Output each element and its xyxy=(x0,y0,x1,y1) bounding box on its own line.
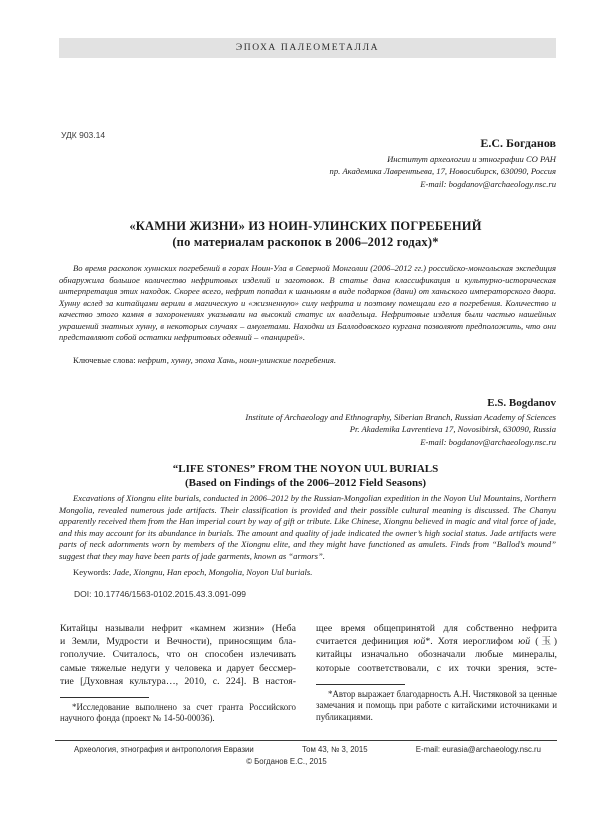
author-email-en: E-mail: bogdanov@archaeology.nsc.ru xyxy=(420,436,556,447)
body-line: которые соответствовали, с их точки зрения, эсте- xyxy=(316,662,557,674)
body-column-right xyxy=(316,622,557,675)
abstract-en: Excavations of Xiongnu elite burials, conducted in 2006–2012 by the Russian-Mongolian expedition in the Noyon Uul Mountains, Northern Mongolia, revealed numerous jade artifacts. Their classification is provided and their possible cultural meaning is discussed. The Chanyu apparently received them from the Han imperial court by way of gift or tribute. Like Chinese, Xiongnu believed in magic and vital force of jade, and this may account for its abundance in burials. The amount and quality of jade indicated the owner’s high social status. Jade artifacts were parts of neck adornments worn by members of the Xiongnu elite, and they might have functioned as amulets. Finds from “Ballod’s mound” suggest that they may have been parts of jade garments, known as “armors”. xyxy=(59,493,556,561)
footer-journal-title: Археология, этнография и антропология Евразии xyxy=(74,745,254,754)
footer xyxy=(74,745,541,754)
body-text: считается дефиниция xyxy=(316,636,414,648)
body-line: тие [Духовная культура…, 2010, с. 224]. В настоя- xyxy=(60,675,296,687)
body-line: Китайцы называли нефрит «камнем жизни» (Неба xyxy=(60,623,296,634)
footnote-left: *Исследование выполнено за счет гранта Российского научного фонда (проект № 14-50-00036). xyxy=(60,702,296,724)
article-title-en-line2: (Based on Findings of the 2006–2012 Field Seasons) xyxy=(184,477,427,489)
keywords-ru-label: Ключевые слова: xyxy=(73,355,136,365)
footer-rule xyxy=(55,740,557,741)
doi: DOI: 10.17746/1563-0102.2015.43.3.091-099 xyxy=(74,589,247,599)
body-line: и Земли, Мудрости и Вечности), приносящим бла- xyxy=(60,636,296,648)
article-title-en xyxy=(0,462,611,490)
body-text-jade-glyph: (玉) xyxy=(530,636,557,648)
author-address-en: Pr. Akademika Lavrentieva 17, Novosibirsk, 630090, Russia xyxy=(349,424,556,435)
author-address-ru: пр. Академика Лаврентьева, 17, Новосибирск, 630090, Россия xyxy=(329,166,556,177)
footer-copyright: © Богданов Е.С., 2015 xyxy=(246,757,327,766)
body-line: самые тяжелые недуги у человека и дарует бессмер- xyxy=(60,662,296,674)
keywords-en xyxy=(59,567,556,577)
keywords-en-text: Jade, Xiongnu, Han epoch, Mongolia, Noyon Uul burials. xyxy=(112,567,313,577)
body-line: китайцы изначально обозначали любые минералы, xyxy=(316,649,557,661)
author-affiliation-en: Institute of Archaeology and Ethnography, Siberian Branch, Russian Academy of Sciences xyxy=(245,412,556,422)
term-yui-italic: юй xyxy=(413,636,426,648)
keywords-en-label: Keywords: xyxy=(73,567,111,577)
author-block-en xyxy=(245,397,556,448)
author-email-ru: E-mail: bogdanov@archaeology.nsc.ru xyxy=(420,178,556,189)
udc-number: УДК 903.14 xyxy=(61,130,106,140)
section-banner xyxy=(59,38,556,58)
footer-issue: Том 43, № 3, 2015 xyxy=(301,745,368,754)
author-block-ru xyxy=(330,136,556,190)
article-title-ru-line1: «КАМНИ ЖИЗНИ» ИЗ НОИН-УЛИНСКИХ ПОГРЕБЕНИЙ xyxy=(129,219,482,233)
body-column-left xyxy=(60,622,296,688)
keywords-ru-text: нефрит, хунну, эпоха Хань, ноин-улинские погребения. xyxy=(137,355,336,365)
body-line: щее время общепринятой для собственно нефрита xyxy=(316,623,557,634)
body-line: гополучие. Считалось, что он способен излечивать xyxy=(60,649,296,661)
footnote-rule-right xyxy=(316,684,405,685)
author-name-en: E.S. Bogdanov xyxy=(487,397,556,409)
article-title-en-line1: “LIFE STONES” FROM THE NOYON UUL BURIALS xyxy=(172,463,439,475)
body-line xyxy=(316,635,557,648)
author-name-ru: Е.С. Богданов xyxy=(480,136,556,150)
keywords-ru xyxy=(59,355,556,365)
section-banner-text: ЭПОХА ПАЛЕОМЕТАЛЛА xyxy=(235,43,380,53)
body-text: *. Хотя иероглифом xyxy=(425,636,519,648)
term-yui-italic: юй xyxy=(518,636,531,648)
article-title-ru xyxy=(0,219,611,250)
author-affiliation-ru: Институт археологии и этнографии СО РАН xyxy=(387,154,556,164)
abstract-ru: Во время раскопок хуннских погребений в горах Ноин-Ула в Северной Монголии (2006–2012 гг.) российско-монгольская экспедиция обнаружила большое количество нефритовых изделий и заготовок. В статье дана классификация и культурно-историческая интерпретация этих находок. Скорее всего, нефрит попадал к шаньюям в виде подарков (дани) от ханьского императорского двора. Хунну вслед за китайцами верили в магическую и «жизненную» силу нефрита и поэтому помещали его в погребения. Количество и качество этого камня в захоронениях указывали на высокий статус их владельца. Нефритовые изделия были частью нашейных украшений знатных хунну, в некоторых случаях – амулетами. Находки из Баллодовского кургана позволяют предположить, что они представляют собой остатки нефритовых одеяний – «панцирей». xyxy=(59,263,556,342)
footnote-right: *Автор выражает благодарность А.Н. Чистяковой за ценные замечания и помощь при работе с китайскими источниками и публикациями. xyxy=(316,689,557,722)
article-title-ru-line2: (по материалам раскопок в 2006–2012 годах)* xyxy=(172,234,439,249)
footer-email: E-mail: eurasia@archaeology.nsc.ru xyxy=(415,745,541,754)
footnote-rule-left xyxy=(60,697,149,698)
